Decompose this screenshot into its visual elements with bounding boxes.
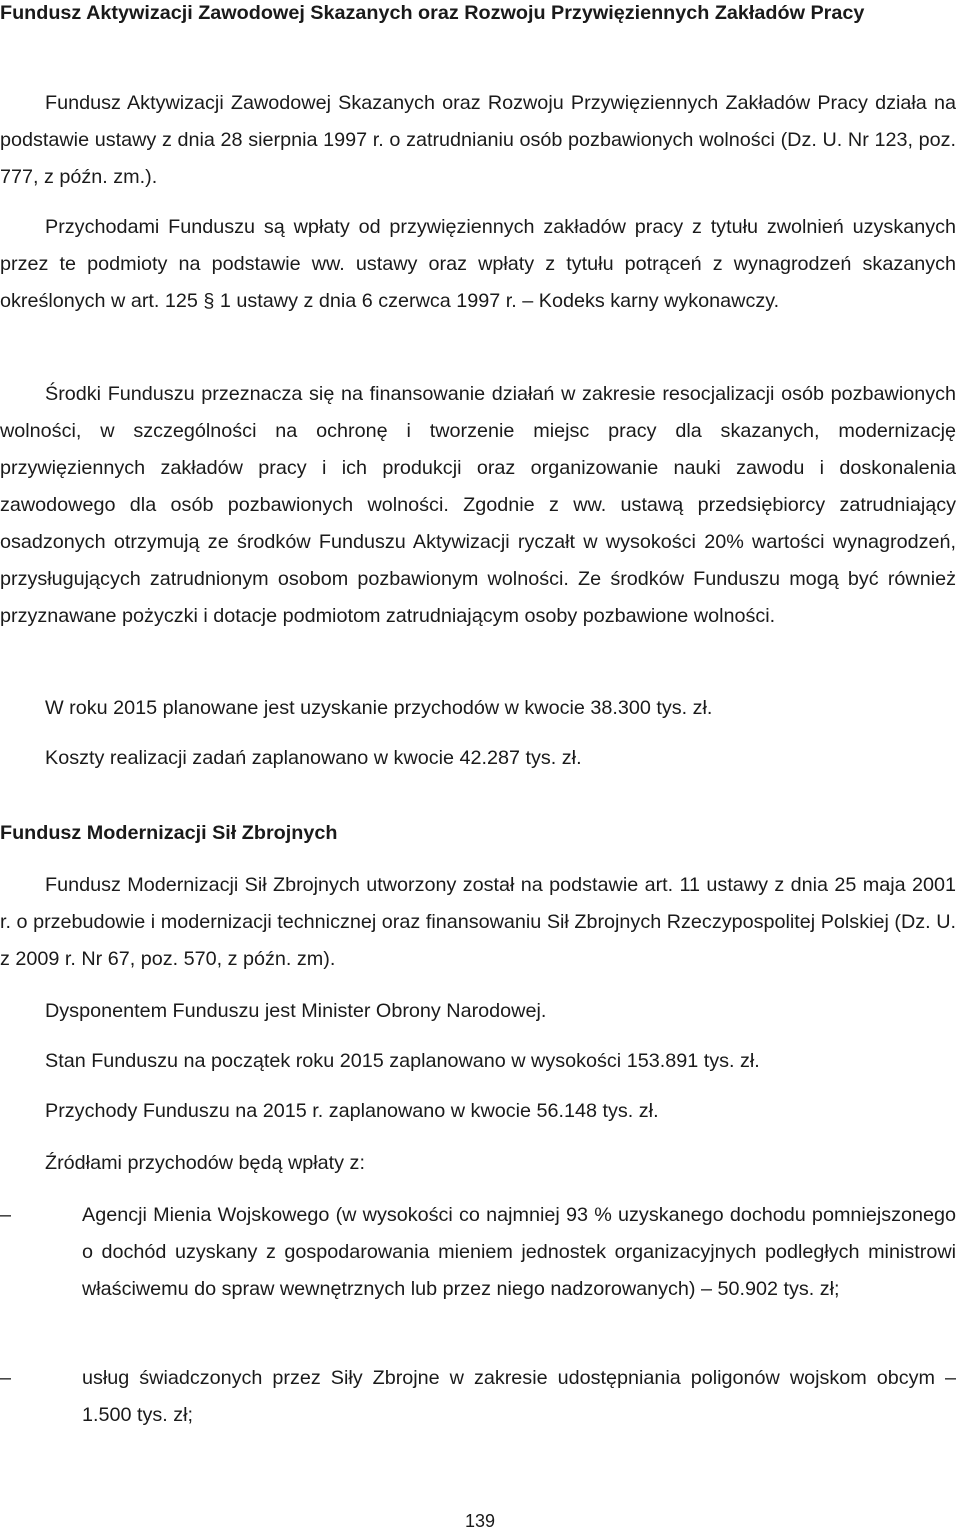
paragraph-fund-state: Stan Funduszu na początek roku 2015 zaplanowano w wysokości 153.891 tys. zł. (45, 1050, 760, 1072)
paragraph-planned-costs: Koszty realizacji zadań zaplanowano w kwocie 42.287 tys. zł. (45, 747, 582, 769)
list-dash-marker: – (0, 1367, 12, 1389)
list-item-text: usług świadczonych przez Siły Zbrojne w zakresie udostępniania poligonów wojskom obcym – 1.500 tys. zł; (82, 1367, 956, 1426)
paragraph-fund-revenues: Przychody Funduszu na 2015 r. zaplanowano w kwocie 56.148 tys. zł. (45, 1100, 659, 1122)
paragraph-revenues: Przychodami Funduszu są wpłaty od przywięziennych zakładów pracy z tytułu zwolnień uzyskanych przez te podmioty na podstawie ww. ustawy oraz wpłaty z tytułu potrąceń z wynagrodzeń skazanych określonych w art. 125 § 1 ustawy z dnia 6 czerwca 1997 r. – Kodeks karny wykonawczy. (0, 216, 956, 312)
section-title-fundusz-modernizacji: Fundusz Modernizacji Sił Zbrojnych (0, 822, 338, 844)
paragraph-legal-basis: Fundusz Aktywizacji Zawodowej Skazanych oraz Rozwoju Przywięziennych Zakładów Pracy działa na podstawie ustawy z dnia 28 sierpnia 1997 r. o zatrudnianiu osób pozbawionych wolności (Dz. U. Nr 123, poz. 777, z późn. zm.). (0, 92, 956, 188)
page-number: 139 (464, 1511, 496, 1531)
paragraph-fund-purpose: Środki Funduszu przeznacza się na finansowanie działań w zakresie resocjalizacji osób pozbawionych wolności, w szczególności na ochronę i tworzenie miejsc pracy dla skazanych, modernizację przywięziennych zakładów pracy i ich produkcji oraz organizowanie nauki zawodu i doskonalenia zawodowego dla osób pozbawionych wolności. Zgodnie z ww. ustawą przedsiębiorcy zatrudniający osadzonych otrzymują ze środków Funduszu Aktywizacji ryczałt w wysokości 20% wartości wynagrodzeń, przysługujących zatrudnionym osobom pozbawionym wolności. Ze środków Funduszu mogą być również przyznawane pożyczki i dotacje podmiotom zatrudniającym osoby pozbawione wolności. (0, 383, 956, 627)
paragraph-fund-creation: Fundusz Modernizacji Sił Zbrojnych utworzony został na podstawie art. 11 ustawy z dnia 25 maja 2001 r. o przebudowie i modernizacji technicznej oraz finansowaniu Sił Zbrojnych Rzeczypospolitej Polskiej (Dz. U. z 2009 r. Nr 67, poz. 570, z późn. zm). (0, 874, 956, 970)
paragraph-revenue-sources: Źródłami przychodów będą wpłaty z: (45, 1152, 365, 1174)
section-title-fundusz-aktywizacji: Fundusz Aktywizacji Zawodowej Skazanych oraz Rozwoju Przywięziennych Zakładów Pracy (0, 2, 865, 24)
list-item-text: Agencji Mienia Wojskowego (w wysokości co najmniej 93 % uzyskanego dochodu pomniejszonego o dochód uzyskany z gospodarowania mieniem jednostek organizacyjnych podległych ministrowi właściwemu do spraw wewnętrznych lub przez niego nadzorowanych) – 50.902 tys. zł; (82, 1204, 956, 1300)
paragraph-disposer: Dysponentem Funduszu jest Minister Obrony Narodowej. (45, 1000, 547, 1022)
list-dash-marker: – (0, 1204, 12, 1226)
paragraph-planned-revenue: W roku 2015 planowane jest uzyskanie przychodów w kwocie 38.300 tys. zł. (45, 697, 713, 719)
